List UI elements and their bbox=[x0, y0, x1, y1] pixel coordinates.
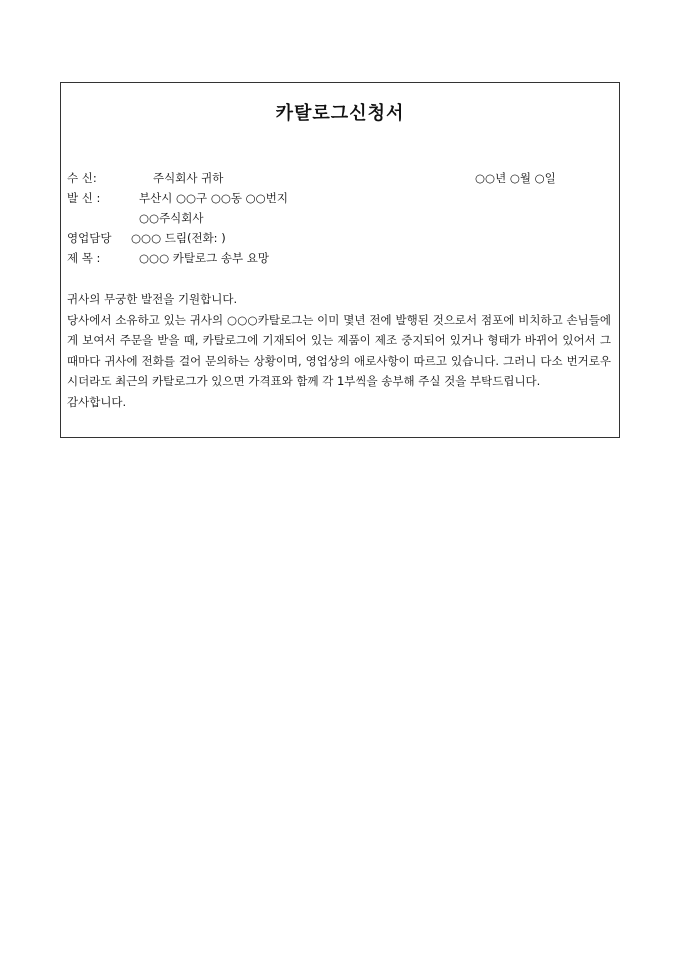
recipient-label: 수 신: bbox=[67, 171, 97, 185]
request-paragraph: 당사에서 소유하고 있는 귀사의 ○○○카탈로그는 이미 몇년 전에 발행된 것으로서 점포에 비치하고 손님들에게 보여서 주문을 받을 때, 카탈로그에 기재되어 있는 제품이 제조 중지되어 있거나 형태가 바뀌어 있어서 그 때마다 귀사에 전화를 걸어 문의하는 상황이며, 영업상의 애로사항이 따르고 있습니다. 그러니 다소 번거로우시더라도 최근의 카탈로그가 있으면 가격표와 함께 각 1부씩을 송부해 주실 것을 부탁드립니다. bbox=[67, 312, 611, 388]
sender-label: 발 신 : bbox=[67, 191, 101, 205]
closing-text: 감사합니다. bbox=[67, 394, 127, 409]
manager-label: 영업담당 bbox=[67, 231, 112, 245]
manager-value: ○○○ 드림(전화: ) bbox=[131, 231, 226, 245]
document-title: 카탈로그신청서 bbox=[275, 103, 405, 124]
sender-address: 부산시 ○○구 ○○동 ○○번지 bbox=[139, 191, 288, 205]
sender-company: ○○주식회사 bbox=[139, 211, 204, 225]
greeting-text: 귀사의 무궁한 발전을 기원합니다. bbox=[67, 292, 238, 306]
subject-label: 제 목 : bbox=[67, 251, 101, 265]
subject-value: ○○○ 카탈로그 송부 요망 bbox=[139, 251, 269, 265]
recipient-value: 주식회사 귀하 bbox=[153, 171, 224, 185]
document-date: ○○년 ○월 ○일 bbox=[475, 171, 556, 185]
letter-body bbox=[67, 289, 611, 412]
document-frame bbox=[60, 82, 620, 438]
